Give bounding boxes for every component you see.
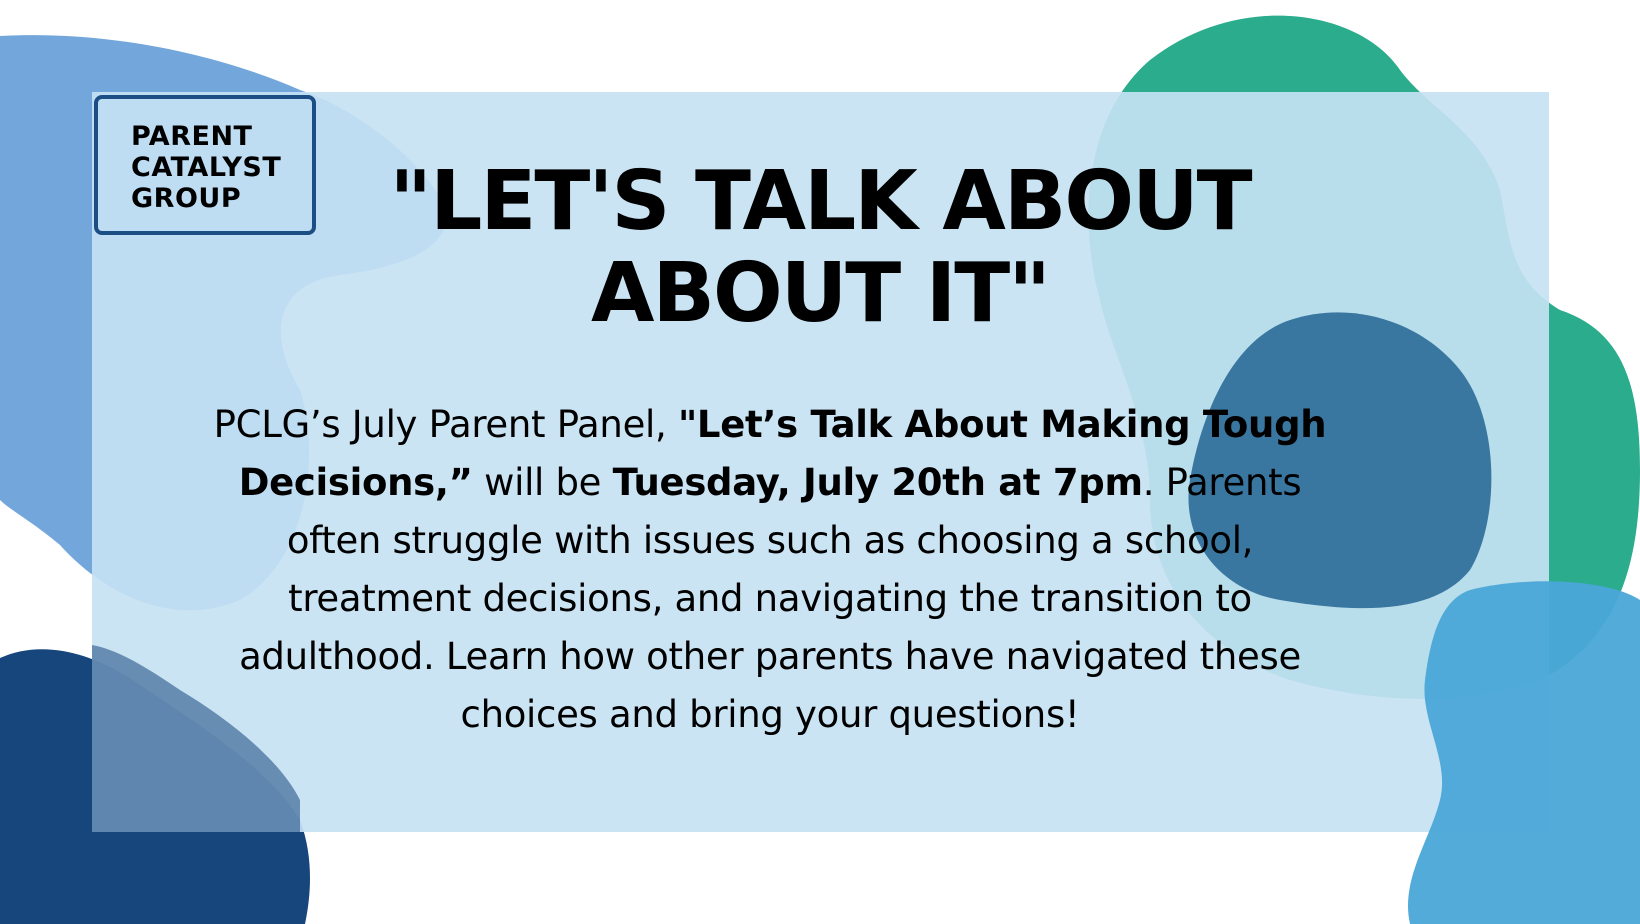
logo-line-3: GROUP — [131, 183, 242, 214]
event-description — [200, 396, 1340, 744]
parent-catalyst-group-logo — [94, 95, 316, 235]
event-date-time: Tuesday, July 20th at 7pm — [612, 461, 1143, 504]
logo-line-2: CATALYST — [131, 152, 282, 183]
description-details: . Parents often struggle with issues such as choosing a school, treatment decisions, and navigating the transition to adulthood. Learn how other parents have navigated these choices and bring your questions! — [239, 461, 1302, 736]
event-title-line-1: "LET'S TALK ABOUT — [389, 154, 1251, 249]
event-title-line-2: ABOUT IT" — [591, 246, 1049, 341]
description-intro: PCLG’s July Parent Panel, — [213, 403, 678, 446]
logo-line-1: PARENT — [131, 121, 253, 152]
blob-sky — [1408, 581, 1640, 924]
panel-name: "Let’s Talk About Making Tough Decisions,” — [238, 403, 1327, 504]
event-title — [360, 156, 1280, 340]
description-connector: will be — [472, 461, 613, 504]
